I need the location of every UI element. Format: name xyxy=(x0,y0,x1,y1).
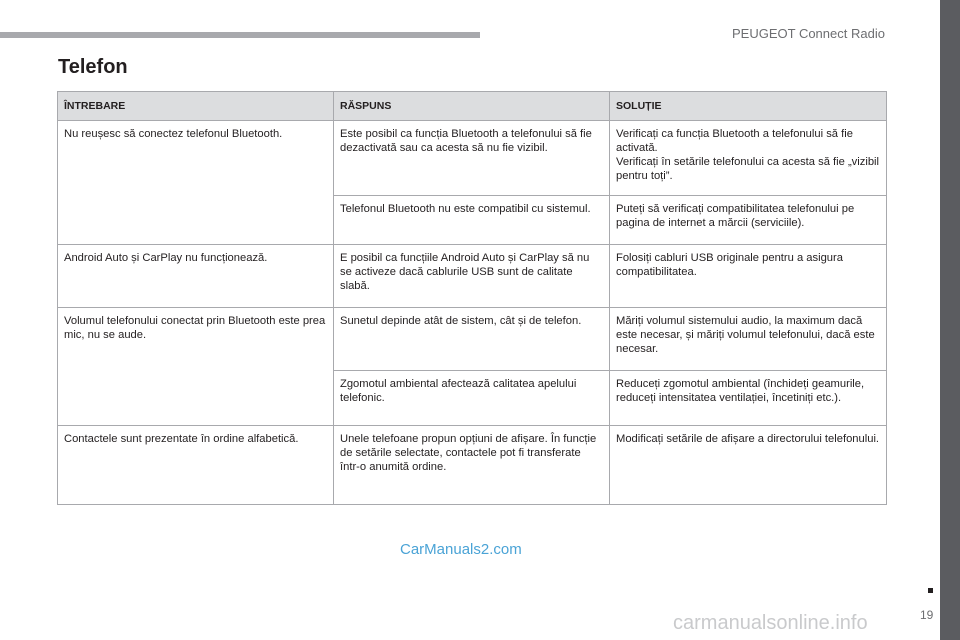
table-header-row xyxy=(58,92,887,121)
answer-cell: Sunetul depinde atât de sistem, cât și de telefon. xyxy=(334,308,610,371)
column-header-question: ÎNTREBARE xyxy=(58,92,334,121)
column-header-answer: RĂSPUNS xyxy=(334,92,610,121)
table-row xyxy=(58,121,887,196)
answer-cell: Este posibil ca funcția Bluetooth a telefonului să fie dezactivată sau ca acesta să nu fie vizibil. xyxy=(334,121,610,196)
table-row xyxy=(58,245,887,308)
table-row xyxy=(58,308,887,371)
solution-cell: Modificați setările de afișare a directorului telefonului. xyxy=(610,426,887,505)
faq-table xyxy=(57,91,887,505)
page-edge-strip xyxy=(940,0,960,640)
solution-cell: Folosiți cabluri USB originale pentru a asigura compatibilitatea. xyxy=(610,245,887,308)
solution-cell: Măriți volumul sistemului audio, la maximum dacă este necesar, și măriți volumul telefonului, dacă este necesar. xyxy=(610,308,887,371)
answer-cell: Zgomotul ambiental afectează calitatea apelului telefonic. xyxy=(334,371,610,426)
page-number: 19 xyxy=(920,608,934,622)
question-cell: Android Auto și CarPlay nu funcționează. xyxy=(58,245,334,308)
answer-cell: Unele telefoane propun opțiuni de afișare. În funcție de setările selectate, contactele pot fi transferate într-o anumită ordine. xyxy=(334,426,610,505)
bullet-marker xyxy=(928,588,933,593)
page-title: Telefon xyxy=(58,56,128,78)
answer-cell: E posibil ca funcțiile Android Auto și CarPlay să nu se activeze dacă cablurile USB sunt de calitate slabă. xyxy=(334,245,610,308)
watermark-site: CarManuals2.com xyxy=(400,541,522,558)
column-header-solution: SOLUȚIE xyxy=(610,92,887,121)
solution-cell: Reduceți zgomotul ambiental (închideți geamurile, reduceți intensitatea ventilației, încetiniți etc.). xyxy=(610,371,887,426)
table-row xyxy=(58,426,887,505)
header-brand: PEUGEOT Connect Radio xyxy=(732,26,885,41)
watermark-footer: carmanualsonline.info xyxy=(673,612,868,634)
header-rule xyxy=(0,32,480,38)
question-cell: Volumul telefonului conectat prin Bluetooth este prea mic, nu se aude. xyxy=(58,308,334,426)
question-cell: Nu reușesc să conectez telefonul Bluetooth. xyxy=(58,121,334,245)
solution-cell: Puteți să verificați compatibilitatea telefonului pe pagina de internet a mărcii (serviciile). xyxy=(610,196,887,245)
answer-cell: Telefonul Bluetooth nu este compatibil cu sistemul. xyxy=(334,196,610,245)
question-cell: Contactele sunt prezentate în ordine alfabetică. xyxy=(58,426,334,505)
solution-cell: Verificați ca funcția Bluetooth a telefonului să fie activată. Verificați în setările telefonului ca acesta să fie „vizibil pentru toți”. xyxy=(610,121,887,196)
